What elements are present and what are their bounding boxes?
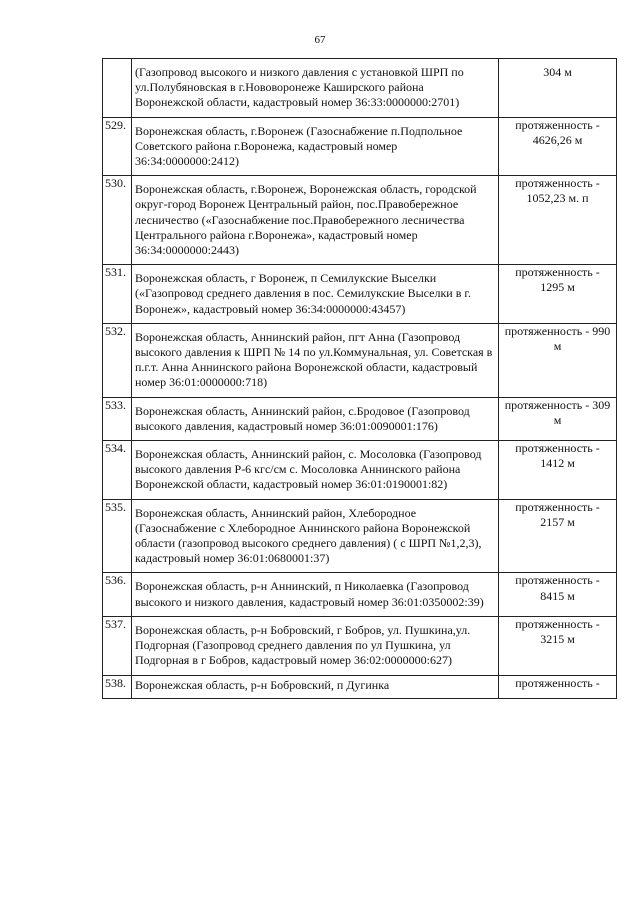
row-description: Воронежская область, р-н Аннинский, п Николаевка (Газопровод высокого и низкого давления, кадастровый номер 36:01:0350002:39) [132, 573, 499, 616]
row-length: протяженность - 990 м [499, 323, 617, 397]
row-description: Воронежская область, р-н Бобровский, п Дугинка [132, 675, 499, 698]
table-row [103, 441, 617, 500]
row-number: 538. [103, 675, 132, 698]
row-length: протяженность - 2157 м [499, 499, 617, 573]
row-number: 529. [103, 117, 132, 176]
row-number: 534. [103, 441, 132, 500]
row-description: Воронежская область, Аннинский район, с. Мосоловка (Газопровод высокого давления Р-6 кгс/см с. Мосоловка Аннинского района Воронежской области, кадастровый номер 36:01:0190001:82) [132, 441, 499, 500]
table-row [103, 573, 617, 616]
row-description: Воронежская область, г Воронеж, п Семилукские Выселки («Газопровод среднего давления в пос. Семилукские Выселки в г. Воронеж», кадастровый номер 36:34:0000000:43457) [132, 265, 499, 324]
row-length: протяженность - 309 м [499, 397, 617, 440]
row-description: Воронежская область, р-н Бобровский, г Бобров, ул. Пушкина,ул. Подгорная (Газопровод среднего давления по ул Пушкина, ул Подгорная в г Бобров, кадастровый номер 36:02:0000000:627) [132, 616, 499, 675]
table-row [103, 616, 617, 675]
table-row [103, 117, 617, 176]
table-row [103, 59, 617, 118]
table-row [103, 323, 617, 397]
row-number: 530. [103, 176, 132, 265]
row-number: 536. [103, 573, 132, 616]
row-description: Воронежская область, Аннинский район, Хлебородное (Газоснабжение с Хлебородное Аннинского района Воронежской области (газопровод высокого среднего давления) ( с ШРП №1,2,3), кадастровый номер 36:01:0680001:37) [132, 499, 499, 573]
row-length: протяженность - 8415 м [499, 573, 617, 616]
row-number: 531. [103, 265, 132, 324]
registry-table [102, 58, 617, 699]
row-length: протяженность - 4626,26 м [499, 117, 617, 176]
row-number: 535. [103, 499, 132, 573]
row-number: 537. [103, 616, 132, 675]
row-length: протяженность - 1295 м [499, 265, 617, 324]
row-description: Воронежская область, г.Воронеж, Воронежская область, городской округ-город Воронеж Центральный район, пос.Правобережное лесничество («Газоснабжение пос.Правобережного лесничества Центрального района г.Воронежа», кадастровый номер 36:34:0000000:2443) [132, 176, 499, 265]
page-number: 67 [314, 34, 326, 46]
table-row [103, 265, 617, 324]
table-row [103, 675, 617, 698]
row-description: Воронежская область, Аннинский район, с.Бродовое (Газопровод высокого давления, кадастровый номер 36:01:0090001:176) [132, 397, 499, 440]
row-description: (Газопровод высокого и низкого давления с установкой ШРП по ул.Полубяновская в г.Нововоронеже Каширского района Воронежской области, кадастровый номер 36:33:0000000:2701) [132, 59, 499, 118]
table-row [103, 499, 617, 573]
row-length: протяженность - 1052,23 м. п [499, 176, 617, 265]
row-length: протяженность - 3215 м [499, 616, 617, 675]
table-row [103, 397, 617, 440]
row-number: 533. [103, 397, 132, 440]
row-number [103, 59, 132, 118]
row-length: протяженность - [499, 675, 617, 698]
row-description: Воронежская область, г.Воронеж (Газоснабжение п.Подпольное Советского района г.Воронежа, кадастровый номер 36:34:0000000:2412) [132, 117, 499, 176]
row-description: Воронежская область, Аннинский район, пгт Анна (Газопровод высокого давления к ШРП № 14 по ул.Коммунальная, ул. Советская в п.г.т. Анна Аннинского района Воронежской области, кадастровый номер 36:01:0000000:718) [132, 323, 499, 397]
row-length: протяженность - 1412 м [499, 441, 617, 500]
row-length: 304 м [499, 59, 617, 118]
row-number: 532. [103, 323, 132, 397]
table-row [103, 176, 617, 265]
